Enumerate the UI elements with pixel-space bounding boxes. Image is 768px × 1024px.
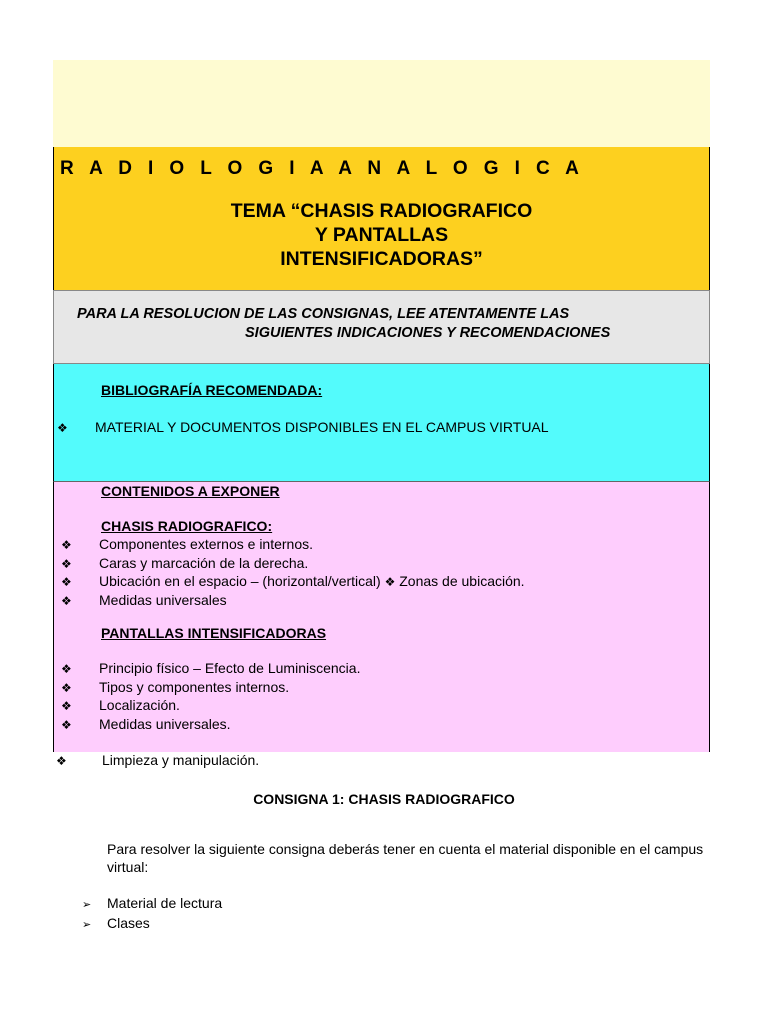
diamond-bullet-icon: ❖ — [61, 680, 72, 695]
header-blank-band — [53, 60, 710, 147]
chasis-list — [61, 536, 525, 610]
tema-line: INTENSIFICADORAS” — [280, 248, 483, 270]
diamond-bullet-icon: ❖ — [61, 662, 72, 676]
tema-line: Y PANTALLAS — [314, 224, 449, 246]
bibliography-item-text: MATERIAL Y DOCUMENTOS DISPONIBLES EN EL CAMPUS VIRTUAL — [95, 419, 549, 435]
diamond-bullet-icon: ❖ — [61, 699, 72, 713]
tema-line: TEMA “CHASIS RADIOGRAFICO — [230, 200, 533, 222]
pantallas-list — [61, 660, 360, 734]
bibliography-item — [57, 418, 549, 437]
pantallas-heading: PANTALLAS INTENSIFICADORAS — [101, 625, 327, 641]
tema-heading — [53, 199, 710, 271]
list-item: ❖ Medidas universales — [61, 592, 525, 611]
list-item: ❖ Principio físico – Efecto de Luminiscencia. — [61, 660, 360, 679]
list-item: ❖ Localización. — [61, 697, 360, 716]
consigna-body: Para resolver la siguiente consigna deberás tener en cuenta el material disponible en el campus virtual: — [107, 841, 704, 875]
list-item: ❖ Ubicación en el espacio – (horizontal/vertical) ❖ Zonas de ubicación. — [61, 573, 525, 592]
diamond-bullet-icon: ❖ — [61, 593, 72, 608]
list-item: ❖ Medidas universales. — [61, 716, 360, 735]
arrow-bullet-icon: ➢ — [82, 919, 92, 931]
diamond-bullet-icon: ❖ — [56, 754, 67, 768]
diamond-bullet-icon: ❖ — [61, 556, 72, 571]
diamond-bullet-icon: ❖ — [61, 575, 72, 589]
diamond-bullet-icon: ❖ — [57, 421, 68, 435]
contents-heading: CONTENIDOS A EXPONER — [101, 483, 280, 499]
list-item: ❖ Caras y marcación de la derecha. — [61, 555, 525, 574]
diamond-bullet-icon: ❖ — [384, 575, 396, 589]
list-item: ➢ Material de lectura — [82, 894, 222, 914]
bibliography-heading: BIBLIOGRAFÍA RECOMENDADA: — [101, 382, 323, 398]
diamond-bullet-icon: ❖ — [61, 717, 72, 732]
list-item: ❖ Componentes externos e internos. — [61, 536, 525, 555]
outside-list-item: ❖ Limpieza y manipulación. — [56, 752, 259, 771]
instructions-line: SIGUIENTES INDICACIONES Y RECOMENDACIONES — [245, 325, 611, 341]
list-item: ➢ Clases — [82, 914, 222, 934]
list-item: ❖ Tipos y componentes internos. — [61, 679, 360, 698]
arrow-bullet-icon: ➢ — [82, 899, 92, 911]
consigna-list — [82, 894, 222, 934]
chasis-heading: CHASIS RADIOGRAFICO: — [101, 518, 273, 534]
instructions-line: PARA LA RESOLUCION DE LAS CONSIGNAS, LEE ATENTAMENTE LAS — [77, 306, 570, 322]
consigna-title: CONSIGNA 1: CHASIS RADIOGRAFICO — [253, 791, 515, 807]
diamond-bullet-icon: ❖ — [61, 538, 72, 552]
document-title: R A D I O L O G I A A N A L O G I C A — [60, 158, 585, 179]
